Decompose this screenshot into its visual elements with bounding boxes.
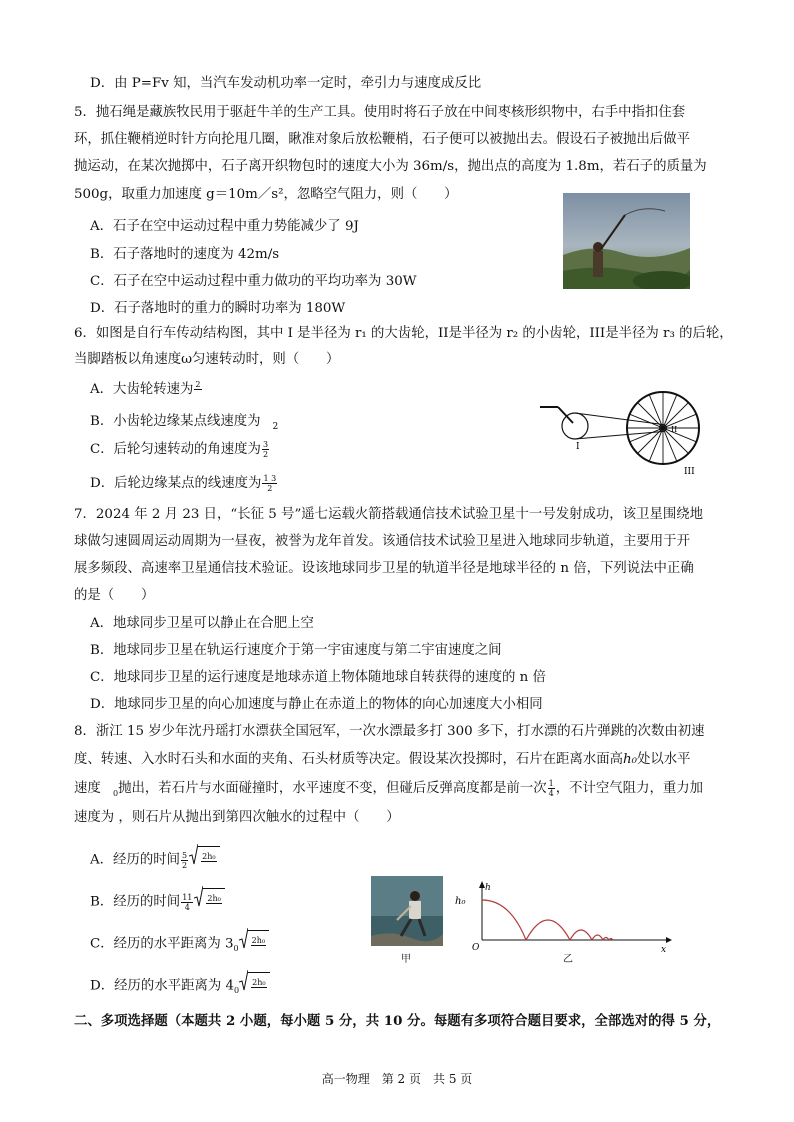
q8b-fraction [181, 893, 193, 912]
q8-option-d-label: D．经历的水平距离为 4 [90, 978, 235, 994]
q8b-sqrt [194, 888, 224, 916]
label-gear-iii: III [684, 467, 695, 475]
q8-stem-line3-b: 抛出，若石片与水面碰撞时，水平速度不变，但碰后反弹高度都是前一次 [118, 781, 547, 796]
q8b-num: 11 [182, 892, 193, 902]
q7-option-d: D．地球同步卫星的向心加速度与静止在赤道上的物体的向心加速度大小相同 [90, 697, 543, 712]
page-footer: 高一物理 第 2 页 共 5 页 [321, 1072, 473, 1086]
q8-option-d [90, 972, 270, 1004]
q6-option-d [90, 474, 278, 494]
q6-option-a [90, 380, 203, 400]
trajectory-first-fall [482, 900, 526, 940]
q7-stem-line3: 展多频段、高速率卫星通信技术验证。设该地球同步卫星的轨道半径是地球半径的 n 倍，下列说法中正确 [74, 561, 694, 576]
q6a-fraction [194, 380, 201, 399]
q5-stem-line4: 500g，取重力加速度 g＝10m／s²，忽略空气阻力，则（ ） [74, 187, 458, 202]
skipping-stone-photo [371, 876, 443, 946]
q8d-v0-sub: 0 [234, 986, 240, 996]
q6a-den [194, 390, 201, 399]
q8d-radicand [248, 972, 269, 1000]
trajectory-bounce-3 [592, 935, 603, 940]
q8c-sqrt [239, 930, 269, 958]
label-h0: h₀ [455, 896, 466, 907]
q7-stem-line2: 球做匀速圆周运动周期为一昼夜，被誉为龙年首发。该通信技术试验卫星进入地球同步轨道，主要用于开 [74, 534, 690, 549]
q8-option-b [90, 888, 225, 916]
q8-stem-line1: 8．浙江 15 岁少年沈丹瑶打水漂获全国冠军，一次水漂最多打 300 多下，打水漂的石片弹跳的次数由初速 [74, 724, 705, 739]
q5-stem-line2: 环，抓住鞭梢逆时针方向抡甩几圈，瞅准对象后放松鞭梢，石子便可以被抛出去。假设石子被抛出后做平 [74, 132, 690, 147]
q6b-sub: 2 [272, 422, 279, 432]
q8d-rad-num: 2h₀ [252, 977, 266, 987]
q6-option-d-label: D．后轮边缘某点的线速度为 [90, 476, 262, 491]
q6d-num: 1 3 [263, 474, 277, 483]
q6a-num: 2 [195, 380, 201, 389]
q7-option-a: A．地球同步卫星可以静止在合肥上空 [90, 616, 314, 631]
bounce-trajectory-graph [452, 880, 672, 962]
q8-stem-line3 [74, 779, 703, 804]
big-gear [562, 413, 588, 439]
q8-quarter-fraction [548, 779, 555, 798]
q8-option-c [90, 930, 269, 962]
trajectory-bounce-1 [526, 920, 570, 940]
q8a-rad-den [201, 862, 216, 871]
q8a-radicand [198, 846, 219, 874]
q8a-num: 5 [182, 850, 188, 860]
q8-h0: h₀ [623, 752, 638, 767]
label-origin: O [472, 943, 480, 953]
wheel-hub [661, 426, 665, 430]
q7-stem-line1: 7．2024 年 2 月 23 日，“长征 5 号”遥七运载火箭搭载通信技术试验卫星十一号发射成功，该卫星围绕地 [74, 507, 704, 522]
q6d-den: 2 [267, 484, 273, 493]
q6c-fraction [262, 440, 269, 459]
trajectory-bounce-2 [570, 930, 592, 940]
q4-option-d: D．由 P=Fv 知，当汽车发动机功率一定时，牵引力与速度成反比 [90, 76, 482, 91]
q8a-rad-num: 2h₀ [202, 851, 216, 861]
q8c-rad-den [251, 946, 266, 955]
q8a-den: 2 [182, 860, 188, 870]
q8c-rad-num: 2h₀ [251, 935, 266, 945]
section-2-heading: 二、多项选择题（本题共 2 小题，每小题 5 分，共 10 分。每题有多项符合题目要求，全部选对的得 5 分， [74, 1013, 721, 1029]
q5-stem-line1: 5．抛石绳是藏族牧民用于驱赶牛羊的生产工具。使用时将石子放在中间枣核形织物中，右手中指扣住套 [74, 105, 686, 120]
q8b-rad-num: 2h₀ [207, 893, 221, 903]
q8-option-b-label: B．经历的时间 [90, 894, 181, 910]
q8-stem-line2 [74, 750, 691, 770]
q8-stem-line4: 速度为 ，则石片从抛出到第四次触水的过程中（ ） [74, 810, 400, 825]
q8c-v0-sub: 0 [233, 944, 239, 954]
q8c-radicand [248, 930, 269, 958]
q8-v0-sub: 0 [113, 788, 119, 798]
quarter-num: 1 [548, 779, 554, 788]
q8a-sqrt [189, 846, 219, 874]
q8-stem-line3-a: 速度 [74, 781, 101, 796]
q8-stem-line3-c: ，不计空气阻力，重力加 [555, 781, 704, 796]
q6c-num: 3 [262, 440, 269, 449]
q6-stem-line2: 当脚踏板以角速度ω匀速转动时，则（ ） [74, 352, 340, 367]
q6d-fraction [262, 474, 277, 493]
x-axis-arrow [666, 937, 672, 943]
caption-yi: 乙 [563, 954, 573, 965]
caption-jia: 甲 [401, 954, 411, 965]
q6-option-b-label: B．小齿轮边缘某点线速度为 [90, 414, 261, 429]
q8b-rad-den [206, 904, 221, 913]
q5-option-a: A．石子在空中运动过程中重力势能减少了 9J [90, 219, 359, 234]
label-h: h [485, 883, 491, 893]
q6-option-a-label: A．大齿轮转速为 [90, 382, 194, 397]
q6c-den: 2 [262, 450, 269, 459]
q8-stem-line2-tail: 处以水平 [637, 752, 691, 767]
pedal-arm [558, 407, 573, 423]
q5-stem-line3: 抛运动，在某次抛掷中，石子离开织物包时的速度大小为 36m/s，抛出点的高度为 1.8m，若石子的质量为 [74, 159, 707, 174]
label-gear-ii: II [671, 425, 678, 434]
q6-stem-line1: 6．如图是自行车传动结构图，其中 I 是半径为 r₁ 的大齿轮，II是半径为 r₂ 的小齿轮，III是半径为 r₃ 的后轮， [74, 326, 733, 341]
q8-option-a-label: A．经历的时间 [90, 852, 181, 868]
chain-bottom [575, 432, 663, 440]
q7-stem-line4: 的是（ ） [74, 588, 155, 603]
q7-option-b: B．地球同步卫星在轨运行速度介于第一宇宙速度与第二宇宙速度之间 [90, 643, 502, 658]
sling-photo [563, 193, 690, 289]
label-x: x [661, 945, 667, 955]
q5-option-b: B．石子落地时的速度为 42m/s [90, 247, 280, 262]
q8b-den: 4 [184, 902, 190, 912]
q6-option-c-label: C．后轮匀速转动的角速度为 [90, 442, 261, 457]
q6-option-b [90, 412, 278, 433]
q7-option-c: C．地球同步卫星的运行速度是地球赤道上物体随地球自转获得的速度的 n 倍 [90, 670, 546, 685]
quarter-den: 4 [548, 789, 554, 798]
q5-option-c: C．石子在空中运动过程中重力做功的平均功率为 30W [90, 274, 417, 289]
bicycle-gear-diagram [540, 385, 710, 475]
q6-option-c [90, 440, 270, 460]
q8b-radicand [203, 888, 224, 916]
q8a-fraction [181, 851, 188, 870]
q8-stem-line2-text: 度、转速、入水时石头和水面的夹角、石头材质等决定。假设某次投掷时，石片在距离水面高 [74, 752, 624, 767]
q8d-sqrt [239, 972, 269, 1000]
q8-option-c-label: C．经历的水平距离为 3 [90, 936, 234, 952]
q5-option-d: D．石子落地时的重力的瞬时功率为 180W [90, 301, 346, 316]
q8-option-a [90, 846, 220, 874]
q8d-rad-den [251, 988, 266, 997]
label-gear-i: I [576, 442, 580, 452]
